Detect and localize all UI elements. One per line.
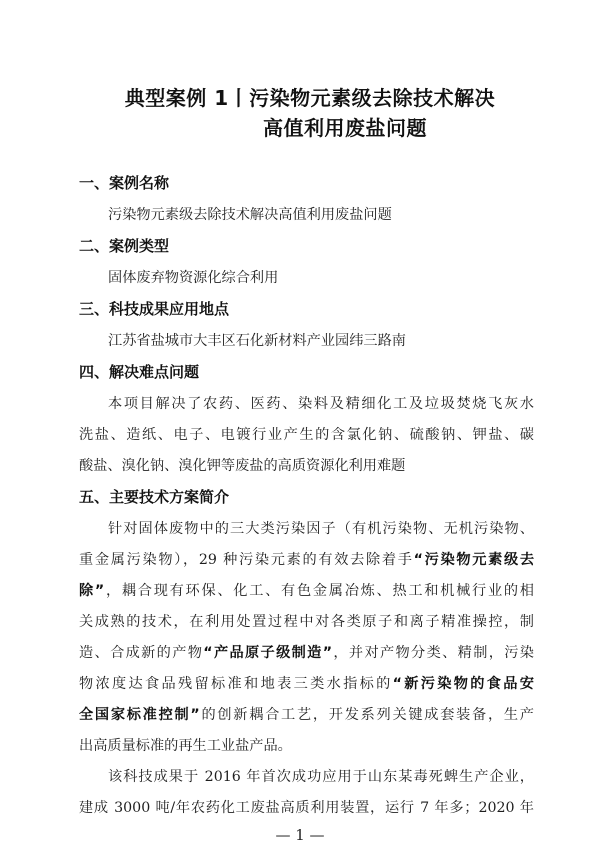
document-title-line-1: 典型案例 1丨污染物元素级去除技术解决 <box>124 86 496 110</box>
overview-line <box>79 673 534 693</box>
emphasis-text: 除” <box>79 583 105 599</box>
emphasis-text: 全国家标准控制” <box>79 707 200 723</box>
page-number: — 1 — <box>275 826 325 844</box>
overview-line: 关成熟的技术，在利用处置过程中对各类原子和离子精准操控，制 <box>79 614 534 630</box>
section-heading-difficulties: 四、解决难点问题 <box>79 363 200 381</box>
overview-text: 的创新耦合工艺，开发系列关键成套装备，生产 <box>199 707 534 723</box>
case-type-text: 固体废弃物资源化综合利用 <box>108 270 279 286</box>
overview-line: 出高质量标准的再生工业盐产品。 <box>79 738 292 754</box>
overview-line <box>79 704 534 724</box>
overview-text: 重金属污染物），29 种污染元素的有效去除着手 <box>79 552 414 568</box>
overview-text: ，并对产物分类、精制，污染 <box>332 645 534 661</box>
overview-text: 物浓度达食品残留标准和地表三类水指标的 <box>79 676 393 692</box>
location-text: 江苏省盐城市大丰区石化新材料产业园纬三路南 <box>108 333 406 349</box>
section-heading-case-name: 一、案例名称 <box>79 174 170 192</box>
overview-line: 针对固体废物中的三大类污染因子（有机污染物、无机污染物、 <box>108 521 534 537</box>
emphasis-text: “污染物元素级去 <box>413 552 535 568</box>
overview-line <box>79 642 534 662</box>
difficulties-line: 洗盐、造纸、电子、电镀行业产生的含氯化钠、硫酸钠、钾盐、碳 <box>79 427 534 443</box>
emphasis-text: “产品原子级制造” <box>203 645 333 661</box>
overview-line: 建成 3000 吨/年农药化工废盐高质利用装置，运行 7 年多；2020 年 <box>79 800 534 816</box>
difficulties-line: 酸盐、溴化钠、溴化钾等废盐的高质资源化利用难题 <box>79 458 406 474</box>
overview-line <box>79 580 534 600</box>
overview-line <box>79 549 534 569</box>
section-heading-tech-overview: 五、主要技术方案简介 <box>79 488 230 506</box>
section-heading-case-type: 二、案例类型 <box>79 237 170 255</box>
section-heading-location: 三、科技成果应用地点 <box>79 300 230 318</box>
difficulties-line: 本项目解决了农药、医药、染料及精细化工及垃圾焚烧飞灰水 <box>108 396 534 412</box>
document-title-line-2: 高值利用废盐问题 <box>263 116 427 140</box>
overview-text: ，耦合现有环保、化工、有色金属冶炼、热工和机械行业的相 <box>104 583 534 599</box>
emphasis-text: “新污染物的食品安 <box>392 676 534 692</box>
overview-text: 造、合成新的产物 <box>79 645 204 661</box>
case-name-text: 污染物元素级去除技术解决高值利用废盐问题 <box>108 207 392 223</box>
overview-line: 该科技成果于 2016 年首次成功应用于山东某毒死蜱生产企业， <box>108 769 534 785</box>
